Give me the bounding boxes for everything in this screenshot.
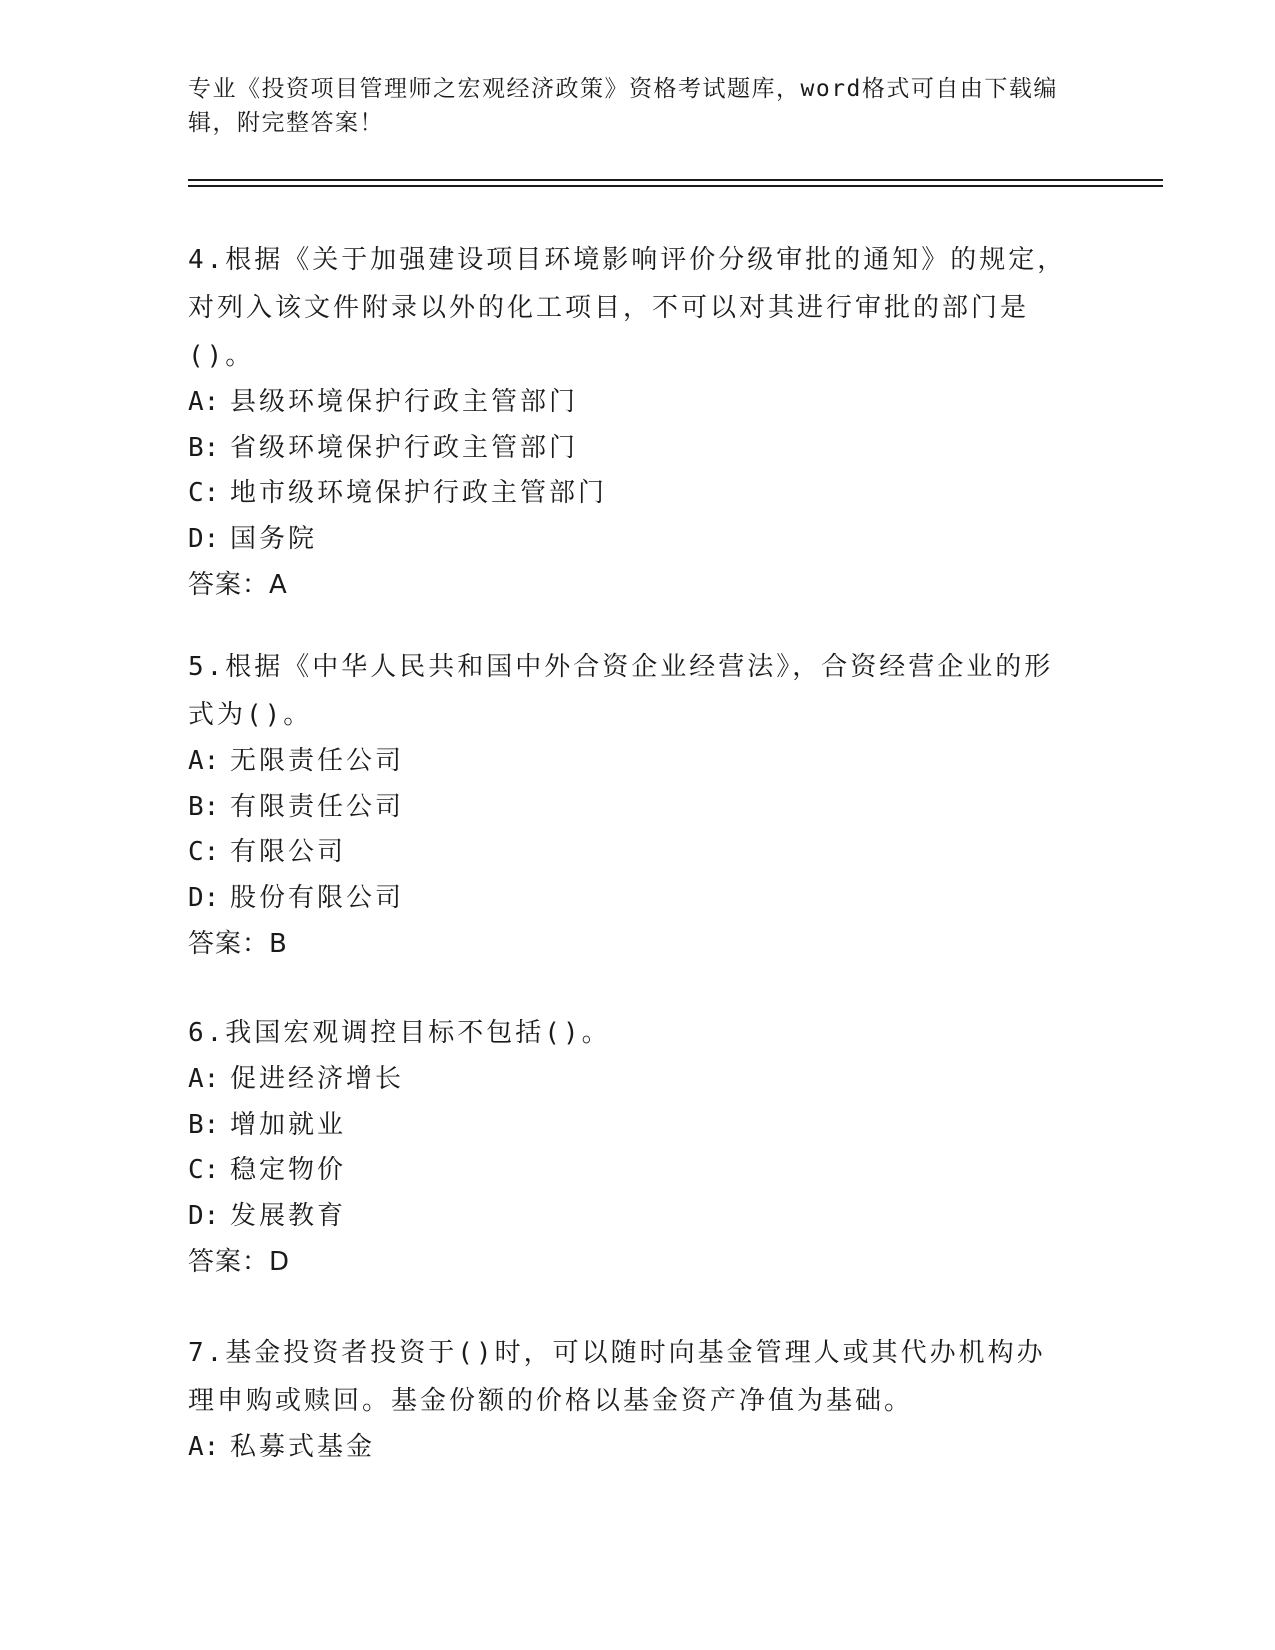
answer-line: 答案：D [188, 1247, 291, 1277]
option-b [188, 426, 1068, 472]
question-text: 4.根据《关于加强建设项目环境影响评价分级审批的通知》的规定，对列入该文件附录以外的化工项目，不可以对其进行审批的部门是()。 [188, 245, 1067, 371]
option-d [188, 876, 1068, 922]
option-key: A: [188, 387, 220, 417]
option-text: 地市级环境保护行政主管部门 [230, 478, 608, 508]
question-4 [188, 236, 1068, 608]
option-text: 增加就业 [230, 1109, 347, 1140]
option-key: D: [188, 523, 220, 554]
option-text: 发展教育 [230, 1200, 347, 1231]
question-7 [188, 1329, 1068, 1471]
option-key: D: [188, 1200, 220, 1231]
answer-line: 答案：A [188, 570, 288, 600]
option-key: C: [188, 1155, 220, 1185]
option-c [188, 1148, 1068, 1194]
option-text: 国务院 [230, 523, 318, 554]
document-header: 专业《投资项目管理师之宏观经济政策》资格考试题库，word格式可自由下载编辑，附完整答案！ [188, 76, 1058, 136]
option-key: B: [188, 791, 220, 822]
answer-line: 答案：B [188, 929, 288, 959]
option-key: A: [188, 1064, 220, 1094]
question-6 [188, 1009, 1068, 1285]
option-text: 县级环境保护行政主管部门 [230, 387, 579, 417]
option-key: C: [188, 837, 220, 867]
option-text: 股份有限公司 [230, 882, 405, 913]
question-text: 7.基金投资者投资于()时，可以随时向基金管理人或其代办机构办理申购或赎回。基金份额的价格以基金资产净值为基础。 [188, 1338, 1046, 1416]
option-key: A: [188, 746, 220, 776]
option-c [188, 830, 1068, 876]
question-text: 5.根据《中华人民共和国中外合资企业经营法》，合资经营企业的形式为()。 [188, 652, 1054, 730]
header-divider-top [188, 179, 1163, 181]
question-5 [188, 643, 1068, 967]
option-key: B: [188, 1109, 220, 1140]
option-b [188, 1103, 1068, 1149]
option-text: 有限责任公司 [230, 791, 405, 822]
option-a [188, 1425, 1068, 1471]
option-c [188, 471, 1068, 517]
option-a [188, 1057, 1068, 1103]
option-text: 无限责任公司 [230, 746, 405, 776]
question-text: 6.我国宏观调控目标不包括()。 [188, 1018, 611, 1048]
option-a [188, 380, 1068, 426]
option-key: A: [188, 1432, 220, 1462]
option-text: 有限公司 [230, 837, 347, 867]
option-d [188, 517, 1068, 563]
option-b [188, 785, 1068, 831]
header-divider-bottom [188, 185, 1163, 187]
option-key: D: [188, 882, 220, 913]
option-text: 省级环境保护行政主管部门 [230, 432, 579, 463]
option-key: B: [188, 432, 220, 463]
option-text: 私募式基金 [230, 1432, 376, 1462]
option-d [188, 1194, 1068, 1240]
option-key: C: [188, 478, 220, 508]
option-text: 稳定物价 [230, 1155, 347, 1185]
option-a [188, 739, 1068, 785]
option-text: 促进经济增长 [230, 1064, 405, 1094]
